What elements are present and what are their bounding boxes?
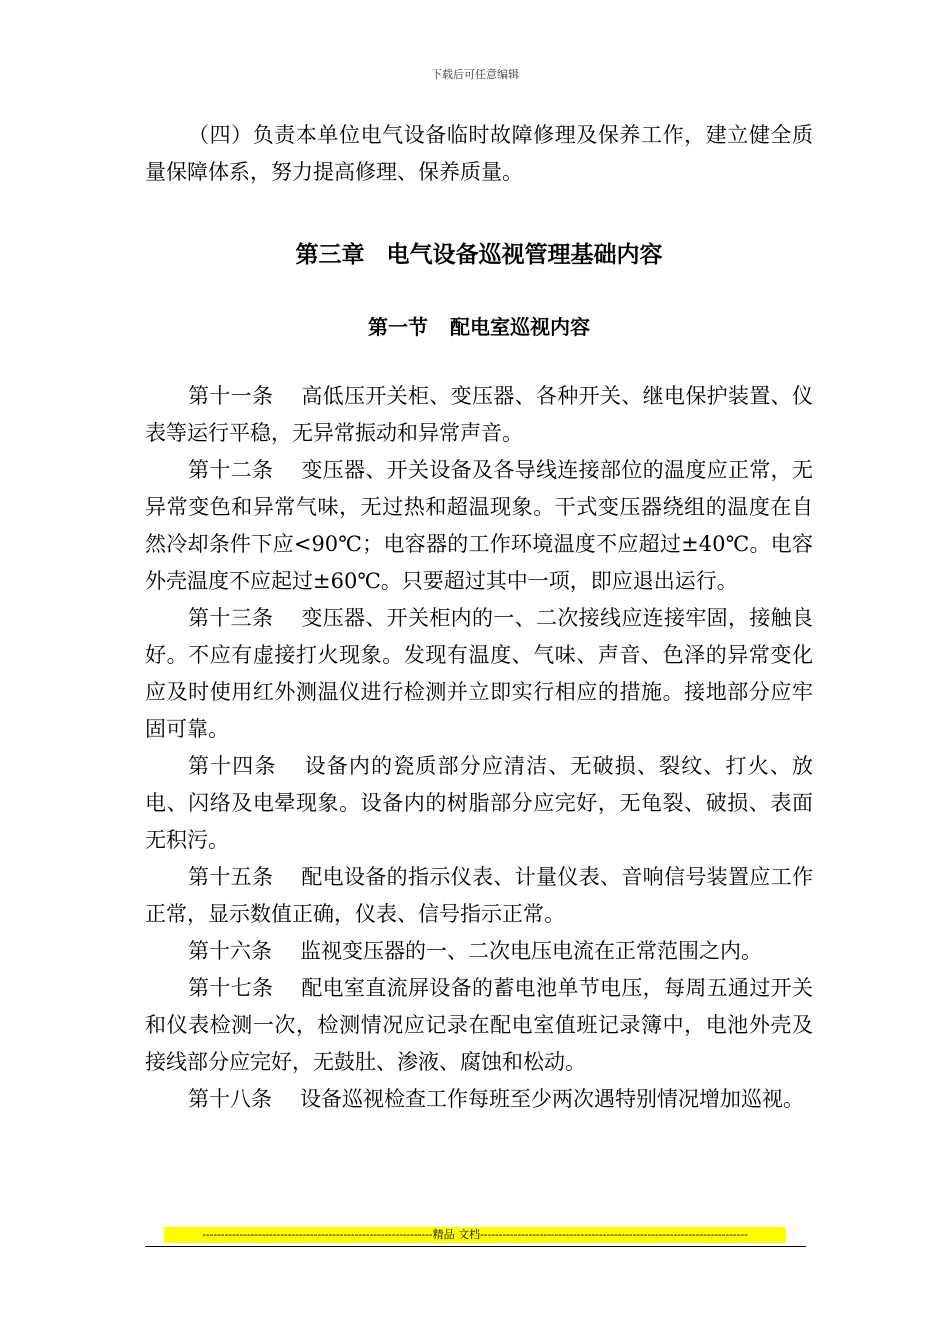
article-12 — [145, 452, 813, 600]
article-14 — [145, 748, 813, 859]
article-13 — [145, 600, 813, 748]
section-heading — [145, 309, 813, 345]
footer-label: 精品 文档 — [432, 1228, 481, 1241]
article-16 — [145, 933, 813, 970]
chapter-title: 电气设备巡视管理基础内容 — [386, 241, 663, 268]
footer-dashes-left: -------------------------------------------------------------- — [202, 1228, 433, 1241]
chapter-heading — [145, 233, 813, 277]
article-15 — [145, 859, 813, 933]
footer-rule — [145, 1246, 806, 1247]
footer-banner — [164, 1227, 786, 1243]
intro-paragraph: （四）负责本单位电气设备临时故障修理及保养工作，建立健全质量保障体系，努力提高修理、保养质量。 — [145, 123, 813, 184]
article-text: 变压器、开关柜内的一、二次接线应连接牢固，接触良好。不应有虚接打火现象。发现有温度、气味、声音、色泽的异常变化应及时使用红外测温仪进行检测并立即实行相应的措施。接地部分应牢固可靠。 — [145, 606, 814, 741]
footer-dashes-right: ------------------------------------------------------------------------ — [480, 1228, 748, 1241]
article-number: 第十八条 — [188, 1087, 272, 1111]
chapter-number: 第三章 — [295, 241, 365, 268]
article-number: 第十七条 — [188, 976, 274, 1000]
section-number: 第一节 — [368, 315, 428, 339]
article-number: 第十四条 — [188, 754, 277, 778]
article-text: 设备内的瓷质部分应清洁、无破损、裂纹、打火、放电、闪络及电晕现象。设备内的树脂部分应完好，无龟裂、破损、表面无积污。 — [145, 754, 814, 852]
article-number: 第十一条 — [188, 384, 274, 408]
section-title: 配电室巡视内容 — [450, 315, 590, 339]
article-11 — [145, 378, 813, 452]
article-17 — [145, 970, 813, 1081]
article-text: 监视变压器的一、二次电压电流在正常范围之内。 — [300, 939, 762, 963]
document-body — [145, 117, 813, 1118]
article-number: 第十六条 — [188, 939, 272, 963]
article-text: 配电设备的指示仪表、计量仪表、音响信号装置应工作正常，显示数值正确，仪表、信号指示正常。 — [145, 865, 814, 926]
article-number: 第十三条 — [188, 606, 274, 630]
article-text: 高低压开关柜、变压器、各种开关、继电保护装置、仪表等运行平稳，无异常振动和异常声音。 — [145, 384, 814, 445]
article-18 — [145, 1081, 813, 1118]
article-text: 设备巡视检查工作每班至少两次遇特别情况增加巡视。 — [300, 1087, 804, 1111]
article-number: 第十五条 — [188, 865, 274, 889]
article-text: 变压器、开关设备及各导线连接部位的温度应正常，无异常变色和异常气味，无过热和超温现象。干式变压器绕组的温度在自然冷却条件下应<90℃；电容器的工作环境温度不应超过±40℃。电容外壳温度不应起过±60℃。只要超过其中一项，即应退出运行。 — [145, 458, 814, 593]
article-text: 配电室直流屏设备的蓄电池单节电压，每周五通过开关和仪表检测一次，检测情况应记录在配电室值班记录簿中，电池外壳及接线部分应完好，无鼓肚、渗液、腐蚀和松动。 — [145, 976, 814, 1074]
page-footer — [145, 1227, 806, 1247]
page-header-note: 下载后可任意编辑 — [431, 68, 519, 81]
article-number: 第十二条 — [188, 458, 274, 482]
